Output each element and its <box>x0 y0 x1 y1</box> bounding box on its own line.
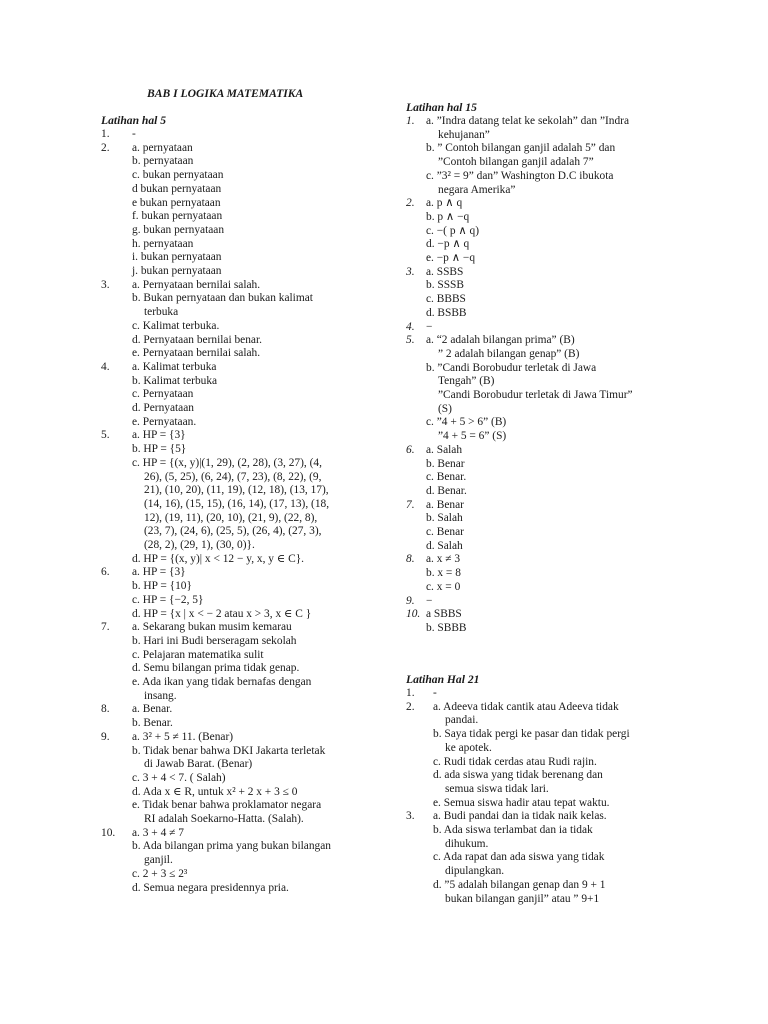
answer-line: − <box>426 320 433 333</box>
answer-line: d. BSBB <box>426 306 467 319</box>
item-number: 7. <box>406 498 415 511</box>
item-number: 4. <box>406 320 415 333</box>
section-heading-hal21: Latihan Hal 21 <box>406 673 480 686</box>
answer-line: a. x ≠ 3 <box>426 553 461 566</box>
answer-line: c. −( p ∧ q) <box>426 224 480 237</box>
item-number: 2. <box>406 700 415 713</box>
item-number: 1. <box>101 128 110 140</box>
answer-line: c. Benar <box>426 526 464 538</box>
answer-line: di Jawab Barat. (Benar) <box>144 758 253 771</box>
answer-line: h. pernyataan <box>132 237 194 250</box>
answer-line: b. Ada siswa terlambat dan ia tidak <box>433 824 593 836</box>
answer-line: d bukan pernyataan <box>132 182 222 195</box>
item-number: 2. <box>406 197 415 210</box>
answer-line: e. Semua siswa hadir atau tepat waktu. <box>433 796 610 809</box>
answer-line: a. p ∧ q <box>426 197 463 210</box>
answer-line: b. Benar <box>426 457 465 470</box>
answer-line: e. Pernyataan. <box>132 415 197 428</box>
answer-line: e. Pernyataan bernilai salah. <box>132 347 261 360</box>
item-number: 8. <box>101 703 110 716</box>
answer-line: b. x = 8 <box>426 567 461 580</box>
answer-line: e. Ada ikan yang tidak bernafas dengan <box>132 676 312 688</box>
answer-line: ”Candi Borobudur terletak di Jawa Timur” <box>438 389 633 401</box>
answer-line: d. −p ∧ q <box>426 238 470 251</box>
answer-line: e. −p ∧ −q <box>426 252 476 264</box>
item-number: 9. <box>101 730 110 743</box>
answer-line: − <box>426 594 433 607</box>
item-number: 3. <box>406 265 415 278</box>
answer-line: c. Pernyataan <box>132 388 194 401</box>
answer-line: d. Pernyataan bernilai benar. <box>132 333 262 346</box>
answer-line: b. Hari ini Budi berseragam sekolah <box>132 634 297 647</box>
answer-line: b. Bukan pernyataan dan bukan kalimat <box>132 292 313 305</box>
answer-line: d. Ada x ∈ R, untuk x² + 2 x + 3 ≤ 0 <box>132 785 298 798</box>
answer-line: ”Contoh bilangan ganjil adalah 7” <box>438 156 594 169</box>
answer-line: d. Benar. <box>426 484 467 497</box>
item-number: 1. <box>406 687 415 699</box>
answer-line: c. ”3² = 9” dan” Washington D.C ibukota <box>426 169 614 182</box>
answer-line: a. Salah <box>426 443 463 456</box>
answer-line: a. 3² + 5 ≠ 11. (Benar) <box>132 730 234 743</box>
answer-line: i. bukan pernyataan <box>132 251 222 264</box>
answer-line: d. ada siswa yang tidak berenang dan <box>433 769 603 782</box>
answer-line: insang. <box>144 689 177 702</box>
answer-line: f. bukan pernyataan <box>132 210 223 223</box>
answer-line: kehujanan” <box>438 128 490 141</box>
answer-line: d. ”5 adalah bilangan genap dan 9 + 1 <box>433 878 606 891</box>
answer-line: (28, 2), (29, 1), (30, 0)}. <box>144 539 255 551</box>
item-number: 6. <box>406 443 415 456</box>
answer-line: dihukum. <box>445 837 489 850</box>
answer-line: c. HP = {(x, y)|(1, 29), (2, 28), (3, 27), (4, <box>132 456 322 469</box>
answer-line: b. SSSB <box>426 279 464 292</box>
answer-line: j. bukan pernyataan <box>132 265 222 277</box>
answer-line: a. “2 adalah bilangan prima” (B) <box>426 334 575 347</box>
answer-line: d. HP = {(x, y)| x < 12 − y, x, y ∈ C}. <box>132 552 305 565</box>
answer-line: 21), (10, 20), (11, 19), (12, 18), (13, 17), <box>144 484 329 497</box>
answer-line: b. ” Contoh bilangan ganjil adalah 5” dan <box>426 142 616 155</box>
answer-line: a. Budi pandai dan ia tidak naik kelas. <box>433 810 607 823</box>
answer-line: d. Pernyataan <box>132 402 194 414</box>
item-number: 3. <box>406 810 415 823</box>
answer-line: c. 3 + 4 < 7. ( Salah) <box>132 771 226 784</box>
item-number: 5. <box>101 429 110 442</box>
answer-line: c. ”4 + 5 > 6” (B) <box>426 416 507 429</box>
answer-line: g. bukan pernyataan <box>132 223 225 236</box>
answer-line: b. Kalimat terbuka <box>132 374 218 387</box>
answer-line: semua siswa tidak lari. <box>445 782 549 795</box>
answer-line: c. bukan pernyataan <box>132 169 224 182</box>
answer-line: a. Sekarang bukan musim kemarau <box>132 621 292 634</box>
answer-line: ”4 + 5 = 6” (S) <box>438 430 507 443</box>
answer-line: a SBBS <box>426 608 462 621</box>
answer-line: a. Pernyataan bernilai salah. <box>132 278 261 291</box>
answer-line: bukan bilangan ganjil” atau ” 9+1 <box>445 892 600 905</box>
answer-line: c. Ada rapat dan ada siswa yang tidak <box>433 851 605 864</box>
answer-line: d. Semua negara presidennya pria. <box>132 881 289 894</box>
answer-line: b. Ada bilangan prima yang bukan bilangan <box>132 840 331 853</box>
answer-line: dipulangkan. <box>445 865 505 878</box>
answer-line: ke apotek. <box>445 741 492 754</box>
item-number: 10. <box>406 608 421 621</box>
answer-line: a. Benar <box>426 498 464 511</box>
answer-line: a. 3 + 4 ≠ 7 <box>132 826 184 839</box>
item-number: 2. <box>101 141 110 154</box>
answer-line: c. 2 + 3 ≤ 2³ <box>132 867 188 880</box>
item-number: 3. <box>101 278 110 291</box>
item-number: 9. <box>406 594 415 607</box>
answer-line: c. BBBS <box>426 293 466 306</box>
answer-line: e. Tidak benar bahwa proklamator negara <box>132 799 322 812</box>
answer-line: c. Pelajaran matematika sulit <box>132 648 264 661</box>
answer-line: Tengah” (B) <box>438 375 495 388</box>
answer-line: a. HP = {3} <box>132 429 186 442</box>
answer-line: c. Rudi tidak cerdas atau Rudi rajin. <box>433 755 597 768</box>
section-heading-hal5: Latihan hal 5 <box>101 114 167 127</box>
answer-line: b. Salah <box>426 512 463 525</box>
item-number: 6. <box>101 566 110 579</box>
answer-line: b. Tidak benar bahwa DKI Jakarta terletak <box>132 744 326 757</box>
answer-line: - <box>433 687 437 699</box>
answer-line: c. x = 0 <box>426 580 461 593</box>
answer-line: d. Salah <box>426 539 463 552</box>
answer-line: b. Benar. <box>132 717 173 730</box>
item-number: 5. <box>406 334 415 347</box>
answer-line: ” 2 adalah bilangan genap” (B) <box>438 347 580 360</box>
item-number: 7. <box>101 621 110 634</box>
answer-line: RI adalah Soekarno-Hatta. (Salah). <box>144 813 304 825</box>
answer-line: e bukan pernyataan <box>132 196 221 209</box>
answer-line: b. Saya tidak pergi ke pasar dan tidak pergi <box>433 728 630 741</box>
answer-line: b. ”Candi Borobudur terletak di Jawa <box>426 361 597 374</box>
answer-line: a. SSBS <box>426 265 464 278</box>
answer-line: a. pernyataan <box>132 141 193 154</box>
answer-line: b. HP = {10} <box>132 580 192 593</box>
item-number: 4. <box>101 360 110 373</box>
page-title: BAB I LOGIKA MATEMATIKA <box>147 87 304 100</box>
answer-line: b. p ∧ −q <box>426 210 470 223</box>
section-heading-hal15: Latihan hal 15 <box>406 101 477 114</box>
answer-line: c. Benar. <box>426 471 467 484</box>
item-number: 8. <box>406 553 415 566</box>
answer-line: d. Semu bilangan prima tidak genap. <box>132 662 300 675</box>
answer-line: a. Adeeva tidak cantik atau Adeeva tidak <box>433 700 619 713</box>
answer-line: pandai. <box>445 714 479 727</box>
answer-line: 26), (5, 25), (6, 24), (7, 23), (8, 22), (9, <box>144 470 322 483</box>
answer-line: a. Benar. <box>132 703 173 716</box>
answer-line: ganjil. <box>144 854 173 867</box>
item-number: 10. <box>101 826 116 839</box>
answer-line: 12), (19, 11), (20, 10), (21, 9), (22, 8), <box>144 511 318 524</box>
answer-line: terbuka <box>144 306 179 319</box>
answer-line: (14, 16), (15, 15), (16, 14), (17, 13), (18, <box>144 497 330 510</box>
item-number: 1. <box>406 115 415 127</box>
answer-line: - <box>132 128 136 140</box>
answer-line: (23, 7), (24, 6), (25, 5), (26, 4), (27, 3), <box>144 525 322 538</box>
answer-line: b. HP = {5} <box>132 443 187 456</box>
answer-line: negara Amerika” <box>438 183 516 196</box>
answer-line: a. HP = {3} <box>132 566 186 579</box>
answer-line: d. HP = {x | x < − 2 atau x > 3, x ∈ C } <box>132 607 312 620</box>
answer-line: c. Kalimat terbuka. <box>132 319 220 332</box>
answer-line: a. Kalimat terbuka <box>132 360 217 373</box>
answer-line: b. SBBB <box>426 621 467 634</box>
answer-line: c. HP = {−2, 5} <box>132 593 204 606</box>
answer-line: (S) <box>438 402 452 415</box>
answer-line: b. pernyataan <box>132 155 194 168</box>
answer-line: a. ”Indra datang telat ke sekolah” dan ”Indra <box>426 115 630 127</box>
